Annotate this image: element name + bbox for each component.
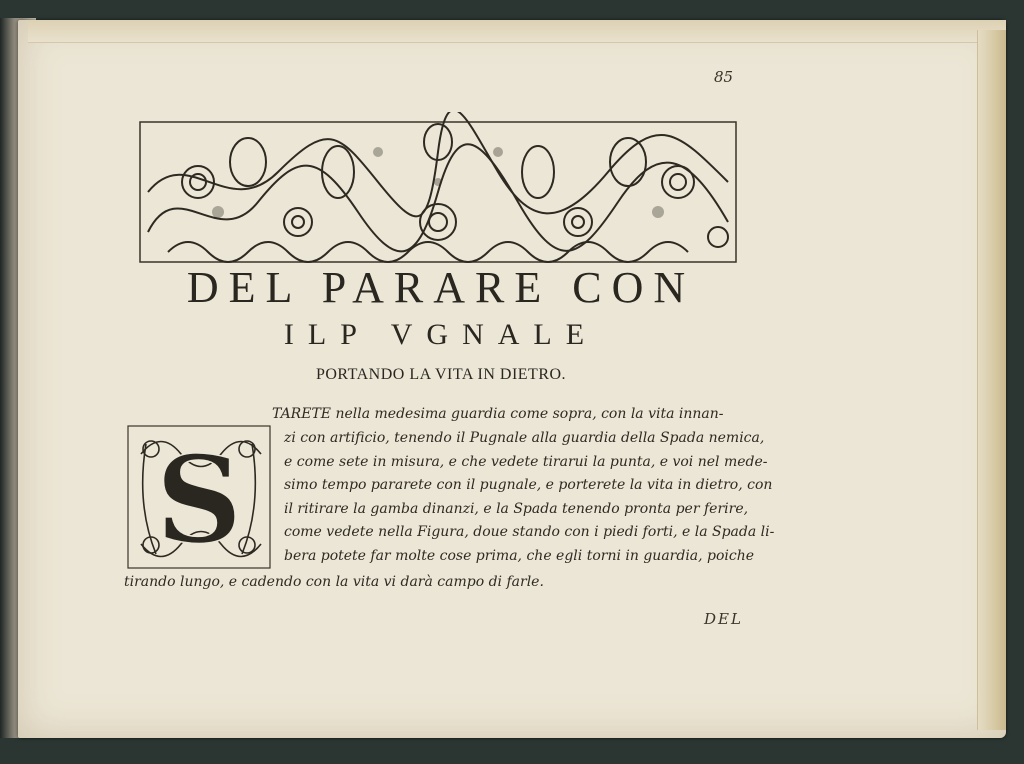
body-line: zi con artificio, tenendo il Pugnale alla guardia della Spada nemica,: [284, 430, 765, 446]
chapter-subtitle: PORTANDO LA VITA IN DIETRO.: [315, 366, 567, 383]
decorated-initial-s: [126, 424, 272, 570]
body-line: come vedete nella Figura, doue stando con i piedi forti, e la Spada li-: [284, 524, 775, 540]
page-fore-edge: [977, 30, 1006, 730]
chapter-title-line-1: DEL PARARE CON: [186, 263, 696, 312]
body-line: TARETE nella medesima guardia come sopra, con la vita innan-: [272, 406, 724, 422]
page-number: 85: [714, 68, 734, 86]
body-line: simo tempo pararete con il pugnale, e porterete la vita in dietro, con: [284, 477, 773, 493]
body-line: tirando lungo, e cadendo con la vita vi darà campo di farle.: [124, 574, 544, 590]
ornamental-headpiece: [138, 112, 738, 264]
svg-text:S: S: [155, 430, 243, 570]
chapter-title-line-2: ILP VGNALE: [283, 318, 599, 351]
page-top-edge: [28, 20, 1006, 43]
body-line: bera potete far molte cose prima, che egli torni in guardia, poiche: [284, 548, 755, 564]
body-line: e come sete in misura, e che vedete tirarui la punta, e voi nel mede-: [284, 454, 768, 470]
body-line: il ritirare la gamba dinanzi, e la Spada tenendo pronta per ferire,: [284, 501, 749, 517]
catchword: DEL: [704, 610, 743, 628]
